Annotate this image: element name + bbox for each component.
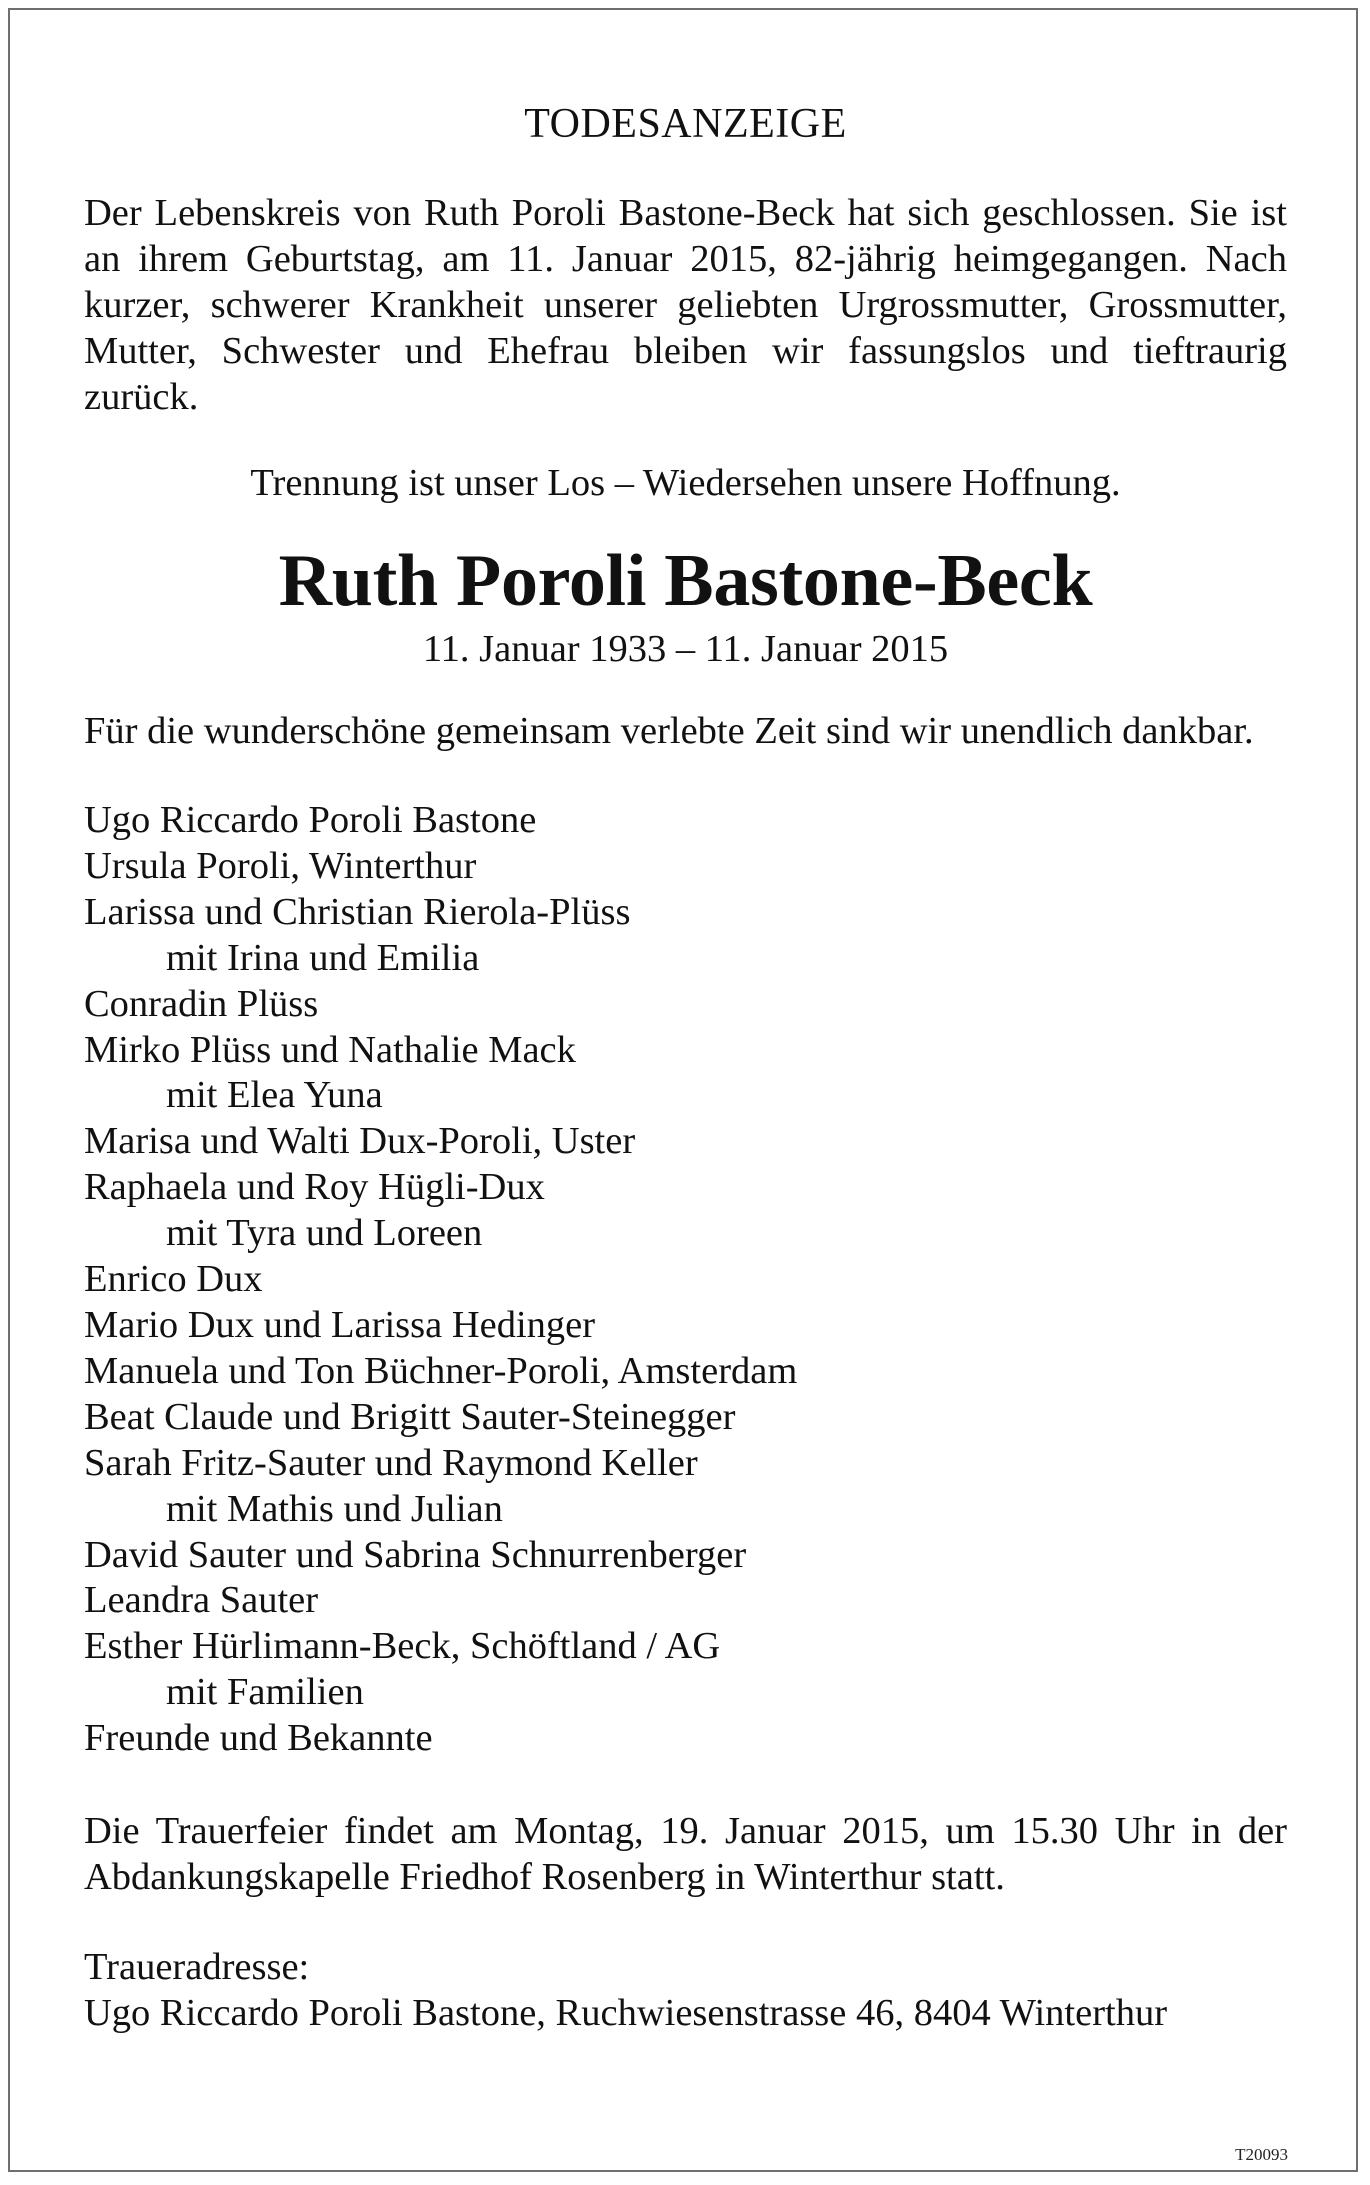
mourner-line: Marisa und Walti Dux-Poroli, Uster xyxy=(84,1120,636,1163)
mourner-line: Mirko Plüss und Nathalie Mack xyxy=(84,1028,576,1071)
thanks-paragraph: Für die wunderschöne gemeinsam verlebte Zeit sind wir unendlich dankbar. xyxy=(84,710,1254,752)
mourner-line: Conradin Plüss xyxy=(84,982,319,1025)
mourner-line: Freunde und Bekannte xyxy=(84,1717,433,1760)
notice-heading: TODESANZEIGE xyxy=(524,101,847,147)
mourner-line: Beat Claude und Brigitt Sauter-Steinegger xyxy=(84,1395,736,1438)
mourner-subline: mit Tyra und Loreen xyxy=(166,1212,483,1255)
mourner-line: Enrico Dux xyxy=(84,1258,263,1301)
mourner-subline: mit Mathis und Julian xyxy=(166,1487,503,1530)
mourner-subline: mit Familien xyxy=(166,1671,364,1714)
mourner-line: Leandra Sauter xyxy=(84,1579,319,1622)
mourner-line: Manuela und Ton Büchner-Poroli, Amsterdam xyxy=(84,1349,798,1392)
ceremony-paragraph: Die Trauerfeier findet am Montag, 19. Januar 2015, um 15.30 Uhr in der Abdankungskapelle Friedhof Rosenberg in Winterthur statt. xyxy=(84,1810,1287,1899)
life-dates: 11. Januar 1933 – 11. Januar 2015 xyxy=(422,628,949,670)
mourner-line: Esther Hürlimann-Beck, Schöftland / AG xyxy=(84,1625,721,1668)
mourners-list xyxy=(84,798,1287,1762)
mourner-line: Ugo Riccardo Poroli Bastone xyxy=(84,799,537,841)
mourner-subline: mit Elea Yuna xyxy=(166,1074,383,1117)
mourner-line: Larissa und Christian Rierola-Plüss xyxy=(84,890,631,933)
mourner-line: Ursula Poroli, Winterthur xyxy=(84,844,477,887)
mourner-line: Raphaela und Roy Hügli-Dux xyxy=(84,1166,545,1209)
motto: Trennung ist unser Los – Wiedersehen unsere Hoffnung. xyxy=(250,462,1121,504)
mourning-address: Ugo Riccardo Poroli Bastone, Ruchwiesenstrasse 46, 8404 Winterthur xyxy=(84,1992,1168,2035)
intro-paragraph: Der Lebenskreis von Ruth Poroli Bastone-Beck hat sich geschlossen. Sie ist an ihrem Geburtstag, am 11. Januar 2015, 82-jährig heimgegangen. Nach kurzer, schwerer Krankheit unserer geliebten Urgrossmutter, Grossmutter, Mutter, Schwester und Ehefrau bleiben wir fassungslos und tieftraurig zurück. xyxy=(84,192,1287,418)
deceased-name: Ruth Poroli Bastone-Beck xyxy=(278,540,1093,622)
mourner-line: David Sauter und Sabrina Schnurrenberger xyxy=(84,1533,747,1576)
address-label: Traueradresse: xyxy=(84,1946,310,1989)
mourner-line: Mario Dux und Larissa Hedinger xyxy=(84,1303,596,1346)
reference-code: T20093 xyxy=(1235,2145,1288,2164)
mourner-subline: mit Irina und Emilia xyxy=(166,936,480,979)
death-notice xyxy=(84,98,1287,2036)
mourner-line: Sarah Fritz-Sauter und Raymond Keller xyxy=(84,1441,698,1484)
